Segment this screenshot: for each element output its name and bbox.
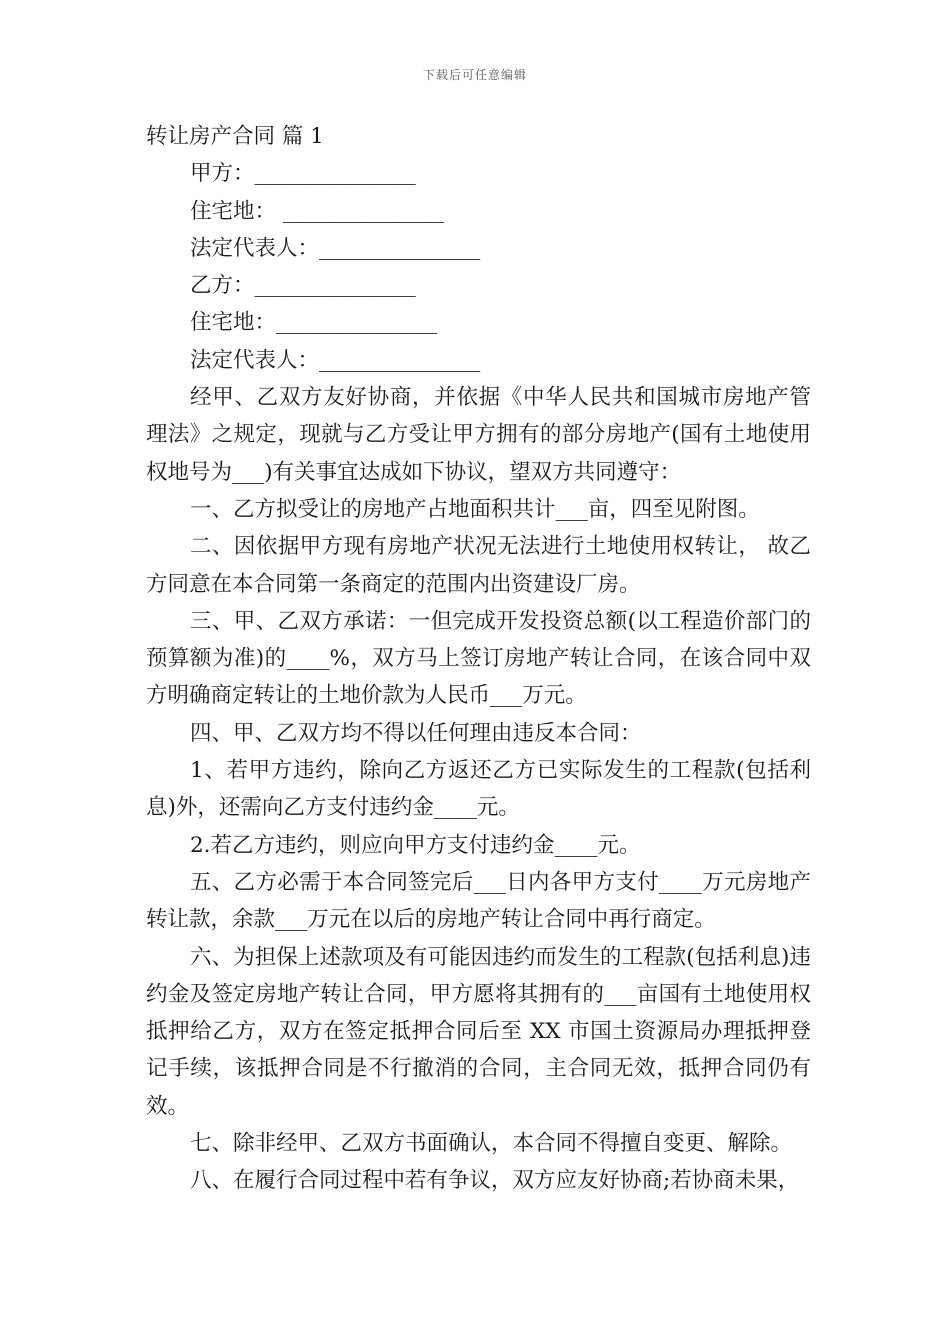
clause-2-paragraph: 二、因依据甲方现有房地产状况无法进行土地使用权转让， 故乙方同意在本合同第一条商定的范围内出资建设厂房。 — [146, 534, 811, 597]
party-a-representative-field: 法定代表人：_______________ — [190, 235, 481, 261]
document-body — [146, 118, 811, 1200]
header-note: 下载后可任意编辑 — [422, 68, 527, 82]
party-b-address-field: 住宅地：_______________ — [190, 310, 438, 336]
party-a-field: 甲方：_______________ — [190, 161, 416, 187]
clause-6-paragraph: 六、为担保上述款项及有可能因违约而发生的工程款(包括利息)违约金及签定房地产转让合同，甲方愿将其拥有的___亩国有土地使用权抵押给乙方，双方在签定抵押合同后至 XX 市国土资源局办理抵押登记手续，该抵押合同是不行撤消的合同，主合同无效，抵押合同仍有效。 — [146, 944, 811, 1119]
clause-4-item-1-paragraph: 1、若甲方违约，除向乙方返还乙方已实际发生的工程款(包括利息)外，还需向乙方支付违约金____元。 — [146, 758, 811, 821]
clause-3-paragraph: 三、甲、乙双方承诺：一但完成开发投资总额(以工程造价部门的预算额为准)的____%，双方马上签订房地产转让合同，在该合同中双方明确商定转让的土地价款为人民币___万元。 — [146, 608, 811, 709]
clause-5-paragraph: 五、乙方必需于本合同签完后___日内各甲方支付____万元房地产转让款，余款___万元在以后的房地产转让合同中再行商定。 — [146, 869, 811, 933]
clause-8-paragraph: 八、在履行合同过程中若有争议，双方应友好协商;若协商未果， — [190, 1168, 800, 1194]
party-b-representative-field: 法定代表人：_______________ — [190, 347, 481, 373]
clause-1-paragraph: 一、乙方拟受让的房地产占地面积共计___亩，四至见附图。 — [190, 496, 760, 522]
clause-7-paragraph: 七、除非经甲、乙双方书面确认，本合同不得擅自变更、解除。 — [190, 1131, 793, 1157]
preamble-paragraph: 经甲、乙双方友好协商，并依据《中华人民共和国城市房地产管理法》之规定，现就与乙方受让甲方拥有的部分房地产(国有土地使用权地号为___)有关事宜达成如下协议，望双方共同遵守： — [146, 385, 811, 485]
party-b-field: 乙方：_______________ — [190, 273, 416, 299]
party-a-address-field: 住宅地： _______________ — [190, 198, 445, 224]
document-title: 转让房产合同 篇 1 — [146, 124, 324, 149]
clause-4-paragraph: 四、甲、乙双方均不得以任何理由违反本合同： — [190, 720, 642, 746]
clause-4-item-2-paragraph: 2.若乙方违约，则应向甲方支付违约金____元。 — [190, 832, 641, 858]
